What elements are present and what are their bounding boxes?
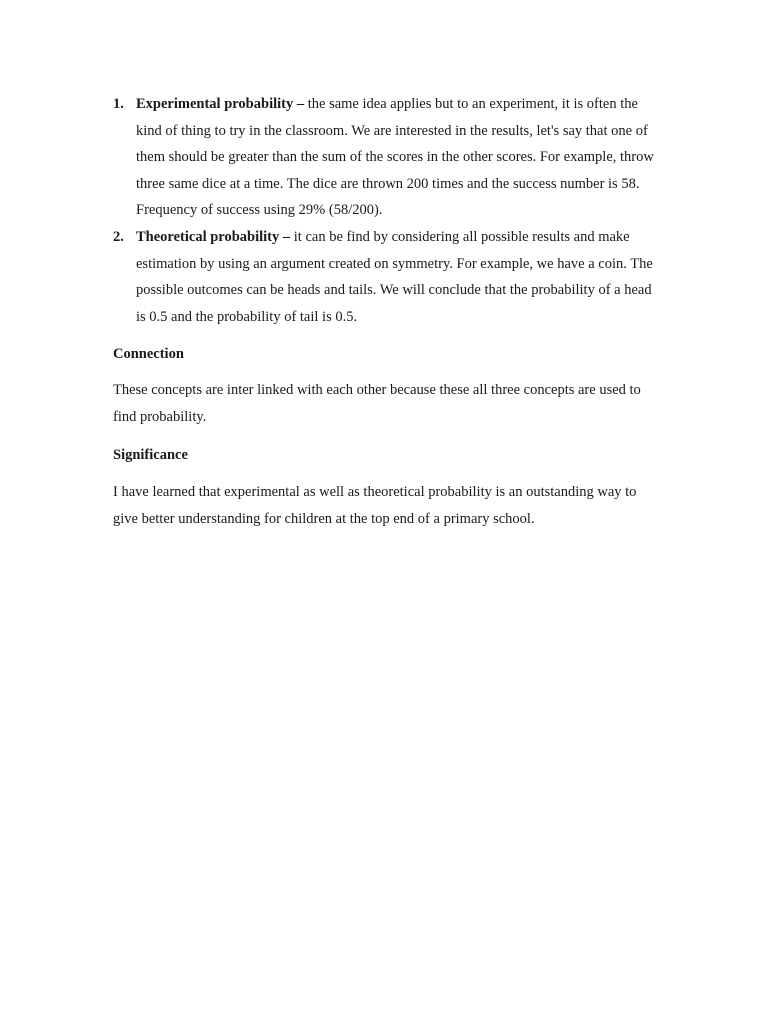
- connection-section-heading: [113, 344, 663, 364]
- definition-experimental-probability: the same idea applies but to an experiment, it is often the kind of thing to try in the classroom. We are interested in the results, let's say that one of them should be greater than the sum of the scores in the other scores. For example, throw three same dice at a time. The dice are thrown 200 times and the success number is 58. Frequency of success using 29% (58/200).: [136, 96, 654, 219]
- list-item-experimental: [113, 91, 663, 224]
- definition-theoretical-probability: it can be find by considering all possible results and make estimation by using an argument created on symmetry. For example, we have a coin. The possible outcomes can be heads and tails. We will conclude that the probability of a head is 0.5 and the probability of tail is 0.5.: [136, 228, 653, 325]
- significance-section-body: [113, 479, 663, 532]
- significance-paragraph: I have learned that experimental as well as theoretical probability is an outstanding way to give better understanding for children at the top end of a primary school.: [113, 484, 637, 527]
- term-experimental-probability: Experimental probability –: [136, 96, 305, 112]
- list-number: 2.: [113, 228, 124, 245]
- term-theoretical-probability: Theoretical probability –: [136, 228, 291, 245]
- significance-section-heading: [113, 445, 663, 465]
- connection-section-body: [113, 377, 663, 430]
- connection-paragraph: These concepts are inter linked with each other because these all three concepts are used to find probability.: [113, 382, 641, 425]
- list-number: 1.: [113, 96, 124, 112]
- list-item-theoretical: [113, 224, 663, 330]
- connection-heading: Connection: [113, 346, 184, 362]
- probability-types-list: [113, 91, 663, 330]
- significance-heading: Significance: [113, 447, 188, 463]
